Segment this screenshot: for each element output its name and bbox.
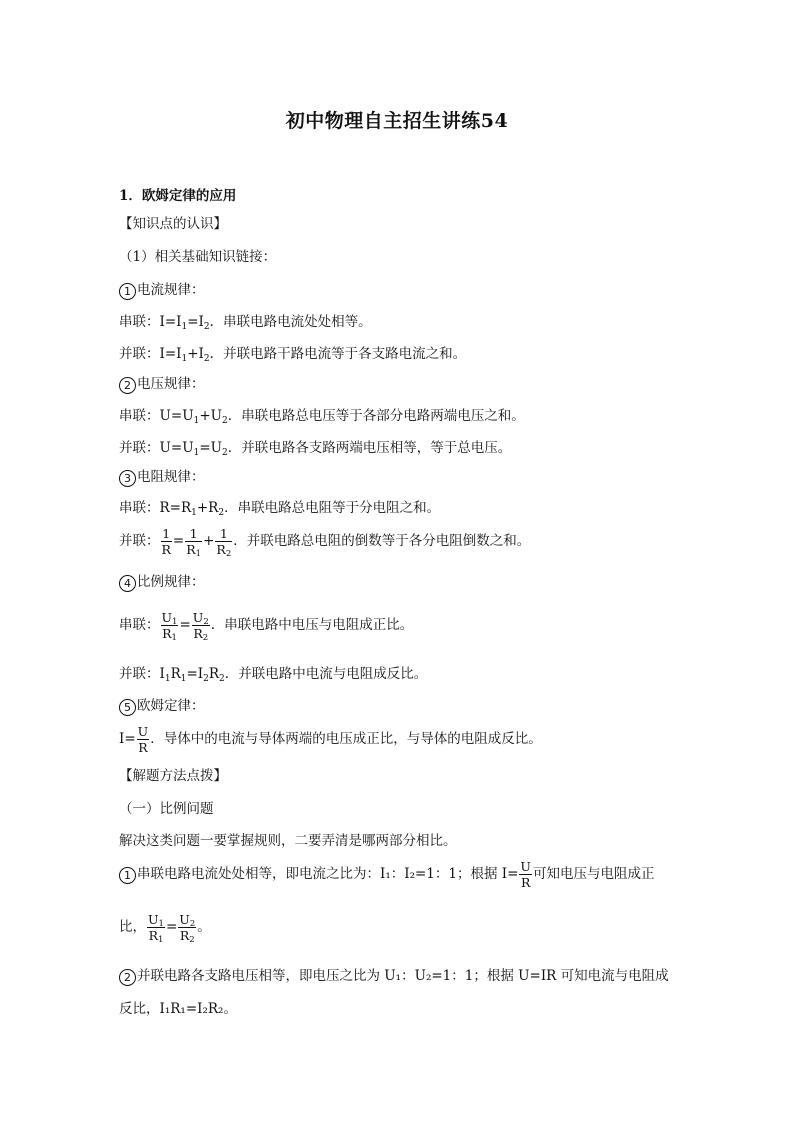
point-2-line-1: 2 并联电路各支路电压相等，即电压之比为 U₁：U₂=1：1；根据 U=IR 可知电流与电阻成 bbox=[119, 966, 669, 986]
point-1-line-1: 1 串联电路电流处处相等，即电流之比为：I₁：I₂=1：1；根据 I= $\frac{U}{R}$ 可知电压与电阻成正 bbox=[119, 857, 654, 891]
circled-number-icon: 4 bbox=[119, 575, 136, 592]
ratio-problem-heading: （一）比例问题 bbox=[119, 801, 214, 817]
resistance-series: 串联：$R=R_1+R_2$．串联电路总电阻等于分电阻之和。 bbox=[119, 500, 441, 518]
voltage-parallel: 并联：$U=U_1=U_2$．并联电路各支路两端电压相等，等于总电压。 bbox=[119, 440, 512, 458]
resistance-parallel: 并联： $\frac{1}{R}$ = $\frac{1}{R_1}$ + $\frac{1}{R_2}$ ．并联电路总电阻的倒数等于各分电阻倒数之和。 bbox=[119, 526, 531, 559]
basic-link: （1）相关基础知识链接： bbox=[119, 249, 277, 265]
ratio-series: 串联： $\frac{U_1}{R_1}$ = $\frac{U_2}{R_2}$ ．串联电路中电压与电阻成正比。 bbox=[119, 610, 414, 643]
current-series: 串联：$I=I_1=I_2$．串联电路电流处处相等。 bbox=[119, 314, 372, 332]
page-title: 初中物理自主招生讲练54 bbox=[285, 110, 509, 132]
current-parallel: 并联：$I=I_1+I_2$．并联电路干路电流等于各支路电流之和。 bbox=[119, 346, 467, 364]
circled-number-icon: 2 bbox=[119, 377, 136, 394]
ratio-rule-heading: 4 比例规律： bbox=[119, 572, 205, 592]
circled-number-icon: 3 bbox=[119, 470, 136, 487]
resistance-rule-heading: 3 电阻规律： bbox=[119, 467, 205, 487]
point-2-line-2: 反比，I₁R₁=I₂R₂。 bbox=[119, 1001, 237, 1017]
section-heading: 1．欧姆定律的应用 bbox=[119, 188, 237, 204]
ohm-law-heading: 5 欧姆定律： bbox=[119, 696, 205, 716]
voltage-series: 串联：$U=U_1+U_2$．串联电路总电压等于各部分电路两端电压之和。 bbox=[119, 408, 525, 426]
circled-number-icon: 5 bbox=[119, 699, 136, 716]
voltage-rule-heading: 2 电压规律： bbox=[119, 374, 205, 394]
circled-number-icon: 2 bbox=[119, 969, 136, 986]
knowledge-header: 【知识点的认识】 bbox=[119, 216, 227, 232]
circled-number-icon: 1 bbox=[119, 283, 136, 300]
ratio-intro: 解决这类问题一要掌握规则，二要弄清是哪两部分相比。 bbox=[119, 833, 457, 849]
method-header: 【解题方法点拨】 bbox=[119, 768, 227, 784]
ratio-parallel: 并联：$I_1R_1=I_2R_2$．并联电路中电流与电阻成反比。 bbox=[119, 666, 428, 684]
ohm-law-formula: I= $\frac{U}{R}$ ．导体中的电流与导体两端的电压成正比，与导体的电阻成反比。 bbox=[119, 724, 542, 755]
circled-number-icon: 1 bbox=[119, 867, 136, 884]
current-rule-heading: 1 电流规律： bbox=[119, 280, 205, 300]
point-1-line-2: 比， $\frac{U_1}{R_1}$ = $\frac{U_2}{R_2}$ 。 bbox=[119, 912, 211, 945]
